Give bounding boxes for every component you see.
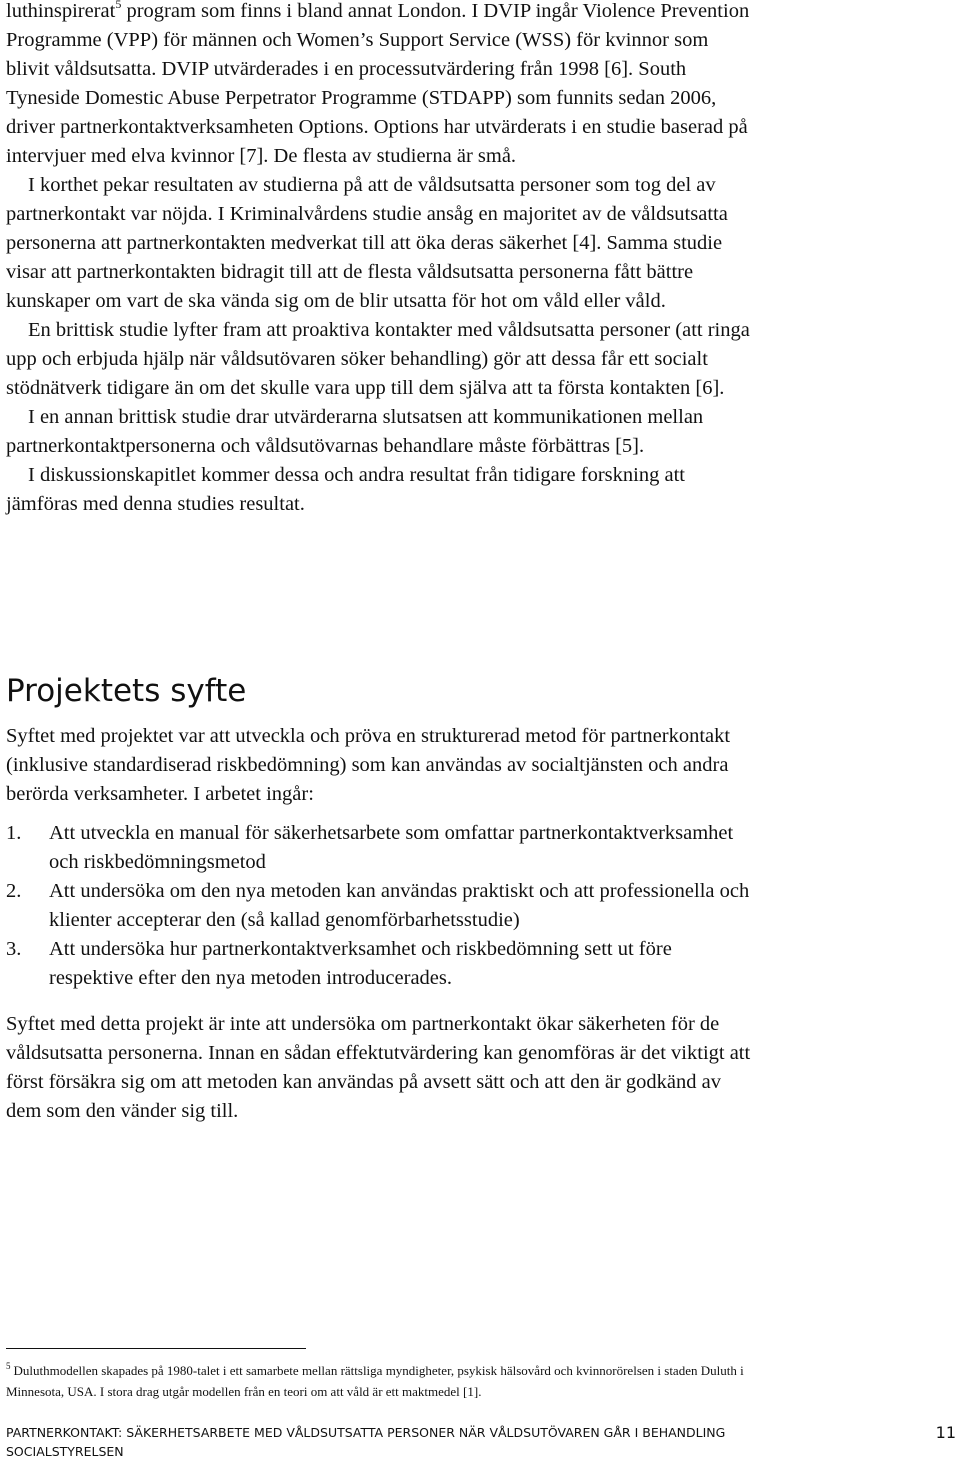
running-title: PARTNERKONTAKT: SÄKERHETSARBETE MED VÅLDSUTSATTA PERSONER NÄR VÅLDSUTÖVAREN GÅR I BEHANDLING [6, 1425, 726, 1440]
section-intro: Syftet med projektet var att utveckla och pröva en strukturerad metod för partnerkontakt (inklusive standardiserad riskbedömning) som kan användas av socialtjänsten och andra berörda verksamheter. I arbetet ingår: [6, 725, 731, 805]
footnote-divider [6, 1348, 306, 1349]
paragraph-1-rest: program som finns i bland annat London. I DVIP ingår Violence Prevention Programme (VPP) för männen och Women’s Support Service (WSS) för kvinnor som blivit våldsutsatta. DVIP utvärderades i en processutvärdering från 1998 [6]. South Tyneside Domestic Abuse Perpetrator Programme (STDAPP) som funnits sedan 2006, driver partnerkontaktverksamheten Options. Options har utvärderats i en studie baserad på intervjuer med elva kvinnor [7]. De flesta av studierna är små. [6, 0, 750, 167]
page-footer [6, 1423, 956, 1461]
footnote [6, 1360, 754, 1402]
body-text [6, 0, 754, 519]
list-item-number: 1. [6, 822, 22, 844]
paragraph-2: I korthet pekar resultaten av studierna på att de våldsutsatta personer som tog del av partnerkontakt var nöjda. I Kriminalvårdens studie ansåg en majoritet av de våldsutsatta personerna att partnerkontakten medverkat till att öka deras säkerhet [4]. Samma studie visar att partnerkontakten bidragit till att de flesta våldsutsatta personerna fått bättre kunskaper om vart de ska vända sig om de blir utsatta för hot om våld eller våld. [6, 174, 728, 312]
publisher-name: SOCIALSTYRELSEN [6, 1444, 124, 1459]
list-item [6, 819, 754, 877]
paragraph-1 [6, 0, 754, 171]
section-heading: Projektets syfte [6, 673, 247, 709]
paragraph-3: En brittisk studie lyfter fram att proaktiva kontakter med våldsutsatta personer (att ringa upp och erbjuda hjälp när våldsutövaren söker behandling) gör att dessa får ett socialt stödnätverk tidigare än om det skulle vara upp till dem själva att ta första kontakten [6]. [6, 319, 750, 399]
paragraph-1-start: luthinspirerat [6, 0, 116, 22]
footnote-text: Duluthmodellen skapades på 1980-talet i ett samarbete mellan rättsliga myndigheter, psykisk hälsovård och kvinnorörelsen i staden Duluth i Minnesota, USA. I stora drag utgår modellen från en teori om att våld är ett maktmedel [1]. [6, 1363, 744, 1399]
list-item-number: 2. [6, 880, 22, 902]
section-body [6, 722, 754, 1126]
list-item [6, 935, 754, 993]
list-item-text: Att undersöka hur partnerkontaktverksamhet och riskbedömning sett ut före respektive efter den nya metoden introducerades. [49, 938, 672, 989]
list-item [6, 877, 754, 935]
page-number: 11 [935, 1423, 956, 1442]
footnote-number: 5 [6, 1361, 11, 1371]
list-item-text: Att undersöka om den nya metoden kan användas praktiskt och att professionella och klienter accepterar den (så kallad genomförbarhetsstudie) [49, 880, 750, 931]
list-item-text: Att utveckla en manual för säkerhetsarbete som omfattar partnerkontaktverksamhet och riskbedömningsmetod [49, 822, 734, 873]
paragraph-4: I en annan brittisk studie drar utvärderarna slutsatsen att kommunikationen mellan partnerkontaktpersonerna och våldsutövarnas behandlare måste förbättras [5]. [6, 406, 704, 457]
footnote-ref[interactable]: 5 [115, 0, 122, 11]
aims-list [6, 819, 754, 993]
paragraph-5: I diskussionskapitlet kommer dessa och andra resultat från tidigare forskning att jämföras med denna studies resultat. [6, 464, 685, 515]
section-closing: Syftet med detta projekt är inte att undersöka om partnerkontakt ökar säkerheten för de våldsutsatta personerna. Innan en sådan effektutvärdering kan genomföras är det viktigt att först försäkra sig om att metoden kan användas på avsett sätt och att den är godkänd av dem som den vänder sig till. [6, 1013, 751, 1122]
list-item-number: 3. [6, 938, 22, 960]
